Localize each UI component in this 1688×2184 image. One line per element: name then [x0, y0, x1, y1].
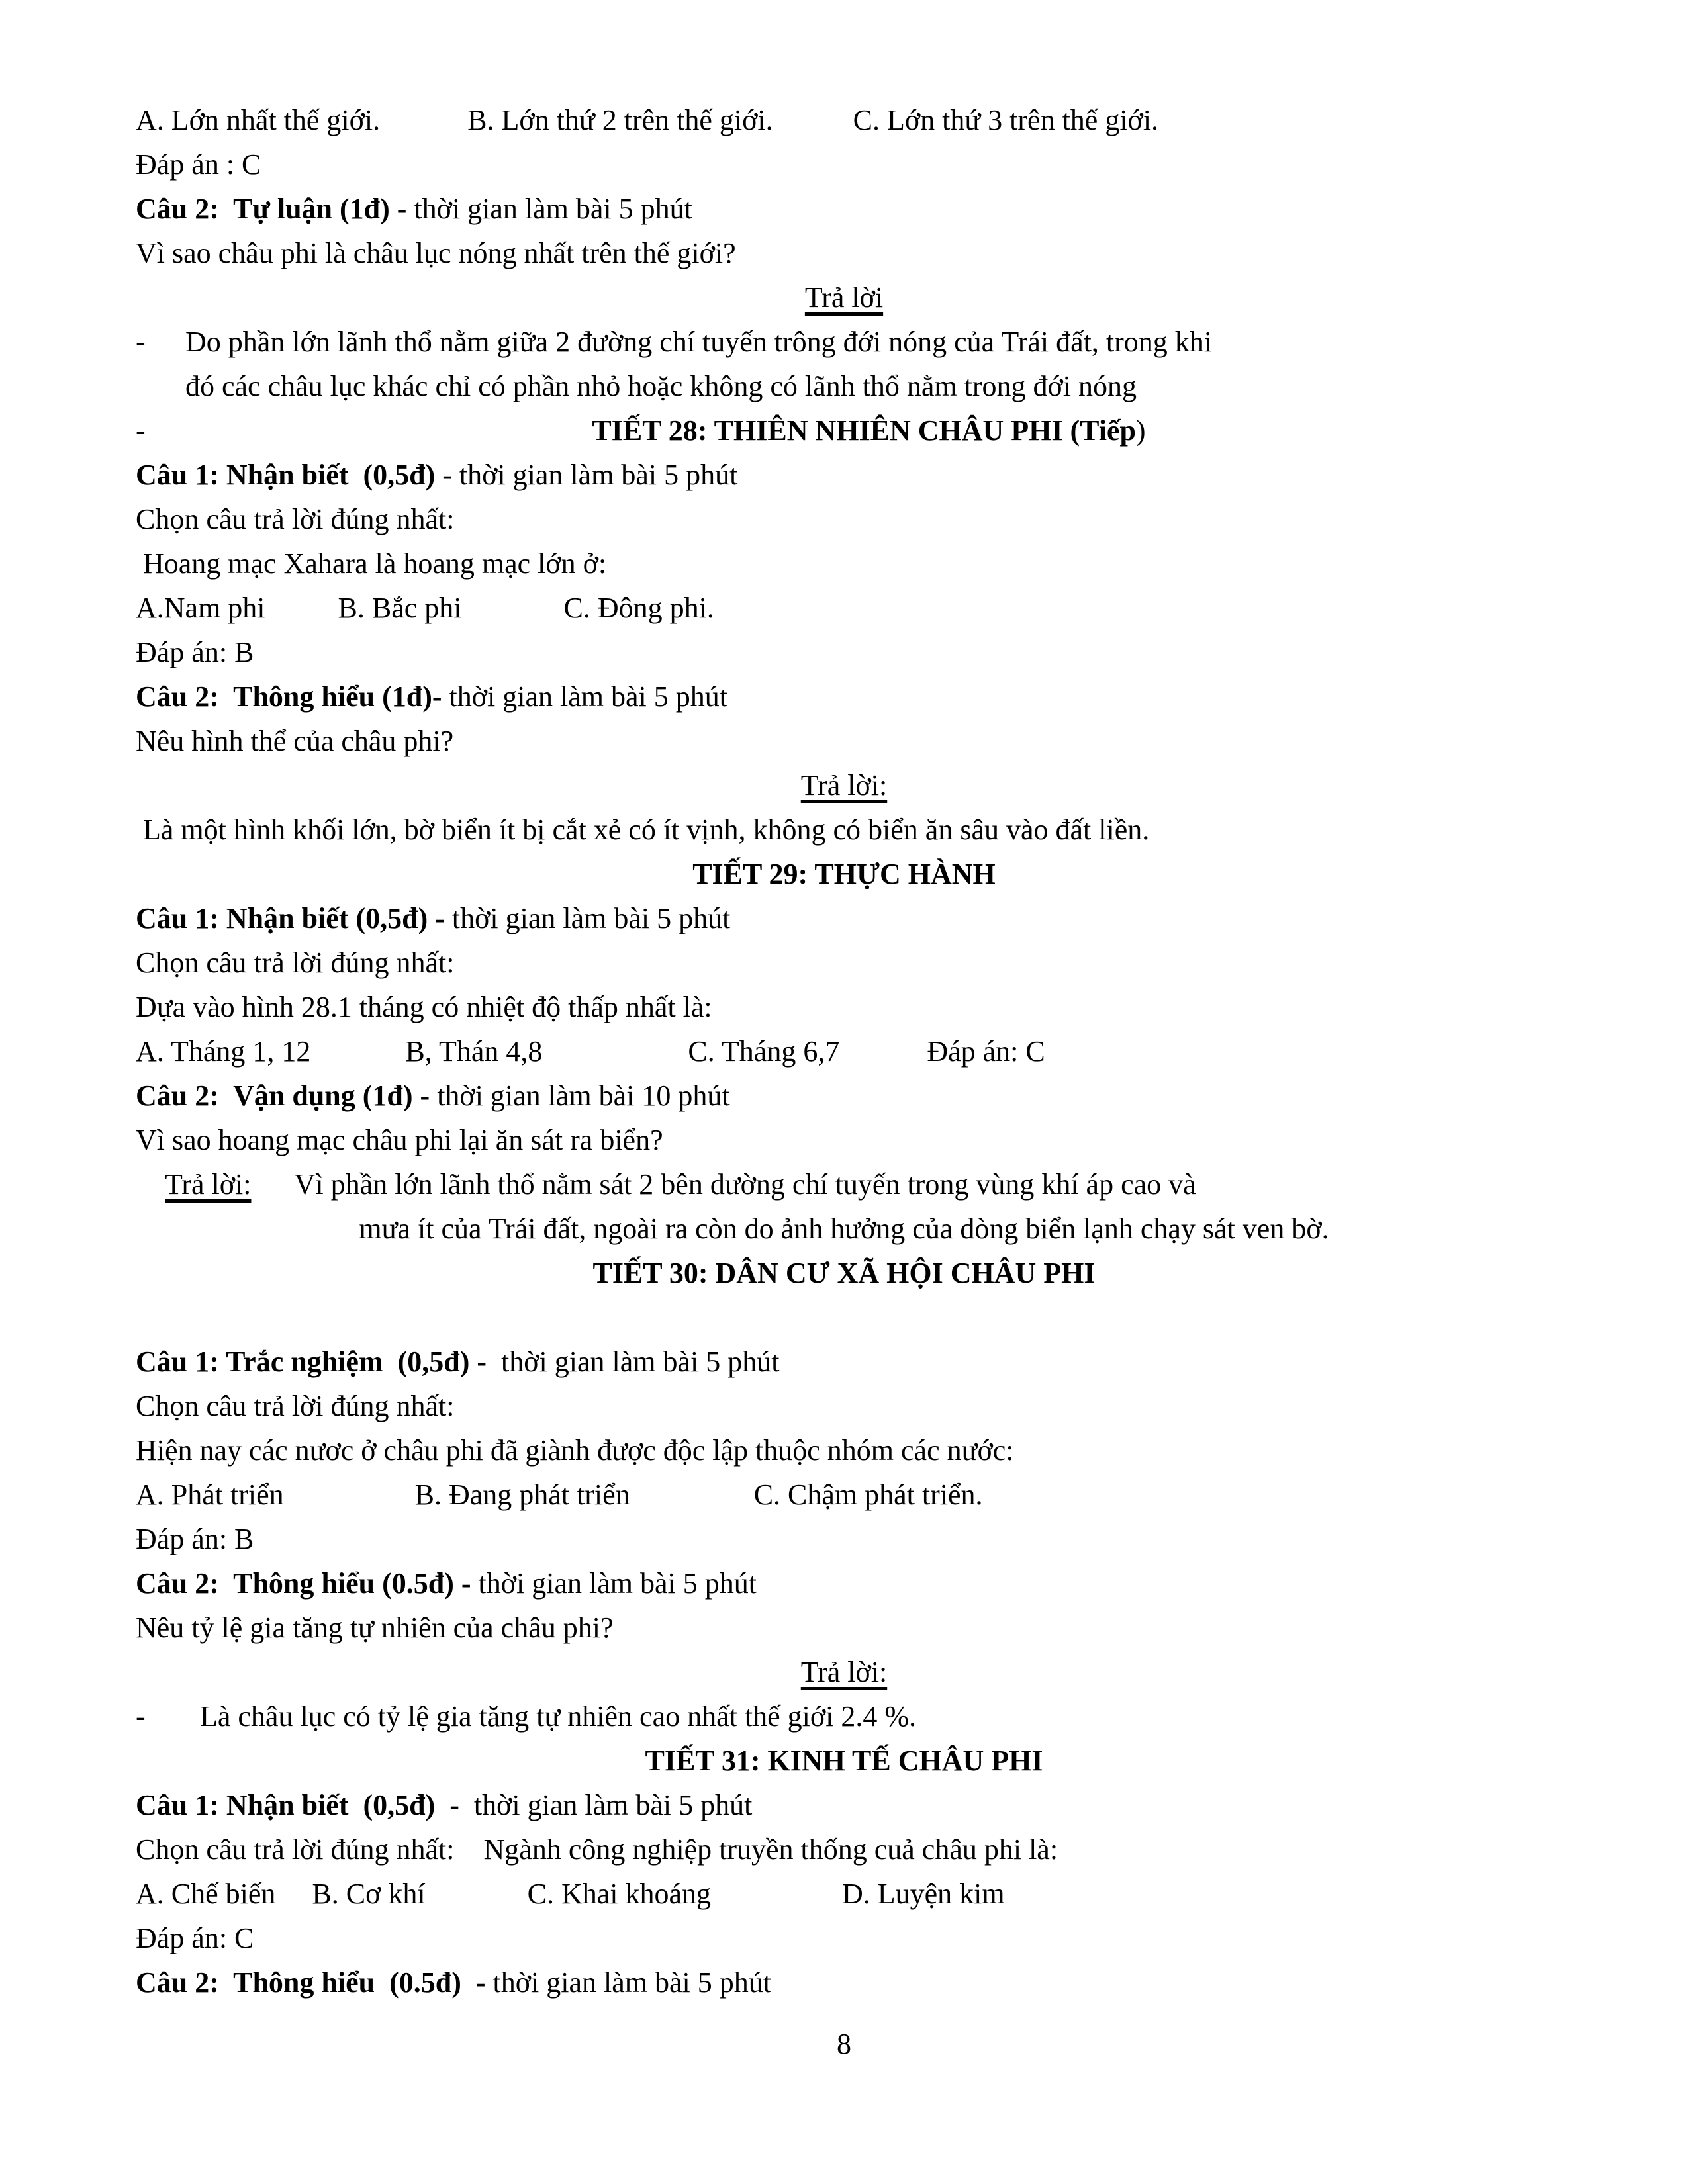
text-segment: Hiện nay các nươc ở châu phi đã giành được độc lập thuộc nhóm các nước: [136, 1434, 1014, 1467]
text-segment: A.Nam phi [136, 592, 265, 624]
options-row [136, 1473, 1552, 1517]
text-segment [839, 1035, 927, 1068]
section-heading [136, 1739, 1552, 1783]
instruction-line [136, 497, 1552, 541]
section-heading [136, 852, 1552, 896]
text-segment: thời gian làm bài 5 phút [451, 459, 738, 491]
text-segment: Chọn câu trả lời đúng nhất: [136, 503, 455, 535]
text-segment: A. Lớn nhất thế giới. [136, 104, 381, 136]
text-segment: Vì sao châu phi là châu lục nóng nhất trên thế giới? [136, 237, 736, 269]
answer-label-text: Trả lời: [800, 1656, 888, 1688]
text-segment [711, 1878, 842, 1910]
text-segment: B, Thán 4,8 [405, 1035, 543, 1068]
text-segment: thời gian làm bài 10 phút [430, 1079, 730, 1112]
text-segment: mưa ít của Trái đất, ngoài ra còn do ảnh hưởng của dòng biển lạnh chạy sát ven bờ. [359, 1212, 1329, 1245]
text-segment: C. Tháng 6,7 [688, 1035, 840, 1068]
list-dash-bullet: - [136, 414, 146, 447]
text-segment: Nêu hình thể của châu phi? [136, 725, 454, 757]
text-segment: thời gian làm bài 5 phút [444, 902, 731, 934]
text-segment: A. Tháng 1, 12 [136, 1035, 311, 1068]
text-segment: Dựa vào hình 28.1 tháng có nhiệt độ thấp nhất là: [136, 991, 712, 1023]
text-segment: C. Đông phi. [563, 592, 714, 624]
question-text [136, 231, 1552, 275]
question-header [136, 1561, 1552, 1606]
text-segment: B. Cơ khí [312, 1878, 426, 1910]
text-segment: A. Phát triển [136, 1479, 284, 1511]
text-segment: Nêu tỷ lệ gia tăng tự nhiên của châu phi? [136, 1612, 614, 1644]
text-segment: B. Bắc phi [338, 592, 462, 624]
list-dash-bullet: - [136, 326, 146, 358]
answer-label [136, 275, 1552, 320]
list-dash-bullet [136, 364, 185, 408]
question-header [136, 187, 1552, 231]
text-segment: Chọn câu trả lời đúng nhất: [136, 1390, 455, 1422]
answer-line [136, 630, 1552, 674]
answer-label-text: Trả lời [804, 281, 884, 314]
text-segment [310, 1035, 405, 1068]
page-number: 8 [837, 2028, 851, 2060]
text-segment: B. Lớn thứ 2 trên thế giới. [467, 104, 773, 136]
answer-label-text: Trả lời: [800, 769, 888, 801]
text-segment: TIẾT 29: THỰC HÀNH [692, 858, 996, 890]
text-segment: C. Lớn thứ 3 trên thế giới. [853, 104, 1159, 136]
blank-line [136, 1295, 1552, 1340]
text-segment [136, 1168, 165, 1201]
line-content [185, 320, 1552, 364]
list-dash-bullet: - [136, 1700, 146, 1733]
text-segment [542, 1035, 688, 1068]
document-body [136, 98, 1552, 2005]
text-segment: Đáp án: C [927, 1035, 1045, 1068]
text-segment: Câu 2: Tự luận (1đ) - [136, 193, 407, 225]
text-segment: Đáp án: B [136, 1523, 254, 1555]
instruction-line [136, 1827, 1552, 1872]
options-row [136, 586, 1552, 630]
question-text [136, 1428, 1552, 1473]
text-segment: TIẾT 28: THIÊN NHIÊN CHÂU PHI (Tiếp [592, 414, 1136, 447]
list-item-continuation [136, 364, 1552, 408]
text-segment [462, 592, 564, 624]
text-segment: - thời gian làm bài 5 phút [435, 1789, 753, 1821]
line-content [185, 1694, 1552, 1739]
text-segment: thời gian làm bài 5 phút [485, 1966, 771, 1999]
text-segment [773, 104, 853, 136]
text-segment: đó các châu lục khác chỉ có phần nhỏ hoặc không có lãnh thổ nằm trong đới nóng [185, 370, 1137, 402]
list-item [136, 320, 1552, 364]
section-heading [136, 1251, 1552, 1295]
text-segment: C. Khai khoáng [527, 1878, 711, 1910]
question-text [136, 541, 1552, 586]
line-content [185, 364, 1552, 408]
text-segment: Câu 1: Trắc nghiệm (0,5đ) - [136, 1345, 487, 1378]
text-segment: Câu 1: Nhận biết (0,5đ) - [136, 902, 445, 934]
text-segment: TIẾT 31: KINH TẾ CHÂU PHI [645, 1745, 1043, 1777]
text-segment: C. Chậm phát triển. [753, 1479, 983, 1511]
text-segment: Câu 1: Nhận biết (0,5đ) - [136, 459, 452, 491]
text-segment: Vì sao hoang mạc châu phi lại ăn sát ra biển? [136, 1124, 663, 1156]
text-segment: Đáp án : C [136, 148, 261, 181]
text-segment [426, 1878, 528, 1910]
question-text [136, 985, 1552, 1029]
question-header [136, 1960, 1552, 2005]
answer-line [136, 142, 1552, 187]
question-text [136, 719, 1552, 763]
answer-line [136, 1916, 1552, 1960]
text-segment: thời gian làm bài 5 phút [406, 193, 692, 225]
answer-paragraph [136, 1162, 1552, 1206]
text-segment: Đáp án: B [136, 636, 254, 668]
text-segment: TIẾT 30: DÂN CƯ XÃ HỘI CHÂU PHI [592, 1257, 1096, 1289]
question-header [136, 1073, 1552, 1118]
section-heading [136, 408, 1552, 453]
text-segment: Hoang mạc Xahara là hoang mạc lớn ở: [136, 547, 607, 580]
question-text [136, 1606, 1552, 1650]
text-segment: Câu 2: Thông hiểu (0.5đ) - [136, 1567, 471, 1600]
text-segment: D. Luyện kim [842, 1878, 1005, 1910]
options-row [136, 1029, 1552, 1073]
text-segment: Chọn câu trả lời đúng nhất: [136, 1833, 455, 1866]
text-segment: Ngành công nghiệp truyền thống cuả châu phi là: [483, 1833, 1058, 1866]
text-segment [284, 1479, 415, 1511]
text-segment: A. Chế biến [136, 1878, 276, 1910]
question-header [136, 1340, 1552, 1384]
text-segment: B. Đang phát triển [414, 1479, 630, 1511]
list-item [136, 1694, 1552, 1739]
text-segment: thời gian làm bài 5 phút [471, 1567, 757, 1600]
text-segment: ) [1135, 414, 1146, 447]
options-row [136, 1872, 1552, 1916]
text-segment: Là một hình khối lớn, bờ biển ít bị cắt xẻ có ít vịnh, không có biển ăn sâu vào đất liền. [136, 813, 1150, 846]
question-header [136, 1783, 1552, 1827]
text-segment: Câu 1: Nhận biết (0,5đ) [136, 1789, 436, 1821]
text-segment: thời gian làm bài 5 phút [442, 680, 727, 713]
text-segment [630, 1479, 754, 1511]
text-segment: Câu 2: Thông hiểu (0.5đ) - [136, 1966, 486, 1999]
answer-paragraph-continuation [136, 1206, 1552, 1251]
text-segment [380, 104, 467, 136]
instruction-line [136, 940, 1552, 985]
question-header [136, 896, 1552, 940]
text-segment: Câu 2: Thông hiểu (1đ)- [136, 680, 442, 713]
text-segment [265, 592, 338, 624]
text-segment [455, 1833, 484, 1866]
text-segment: Đáp án: C [136, 1922, 254, 1954]
text-segment [275, 1878, 312, 1910]
question-header [136, 674, 1552, 719]
text-segment: Vì phần lớn lãnh thổ nằm sát 2 bên dường chí tuyến trong vùng khí áp cao và [251, 1168, 1196, 1201]
text-segment: Là châu lục có tỷ lệ gia tăng tự nhiên cao nhất thế giới 2.4 %. [185, 1700, 916, 1733]
line-content [185, 408, 1552, 453]
answer-label-text: Trả lời: [165, 1168, 252, 1201]
answer-line [136, 1517, 1552, 1561]
answer-text [136, 807, 1552, 852]
text-segment: Câu 2: Vận dụng (1đ) - [136, 1079, 430, 1112]
instruction-line [136, 1384, 1552, 1428]
question-header [136, 453, 1552, 497]
text-segment: thời gian làm bài 5 phút [487, 1345, 780, 1378]
answer-label [136, 1650, 1552, 1694]
text-segment: Chọn câu trả lời đúng nhất: [136, 946, 455, 979]
answer-label [136, 763, 1552, 807]
question-text [136, 1118, 1552, 1162]
options-row [136, 98, 1552, 142]
text-segment: Do phần lớn lãnh thổ nằm giữa 2 đường chí tuyến trông đới nóng của Trái đất, trong khi [185, 326, 1212, 358]
